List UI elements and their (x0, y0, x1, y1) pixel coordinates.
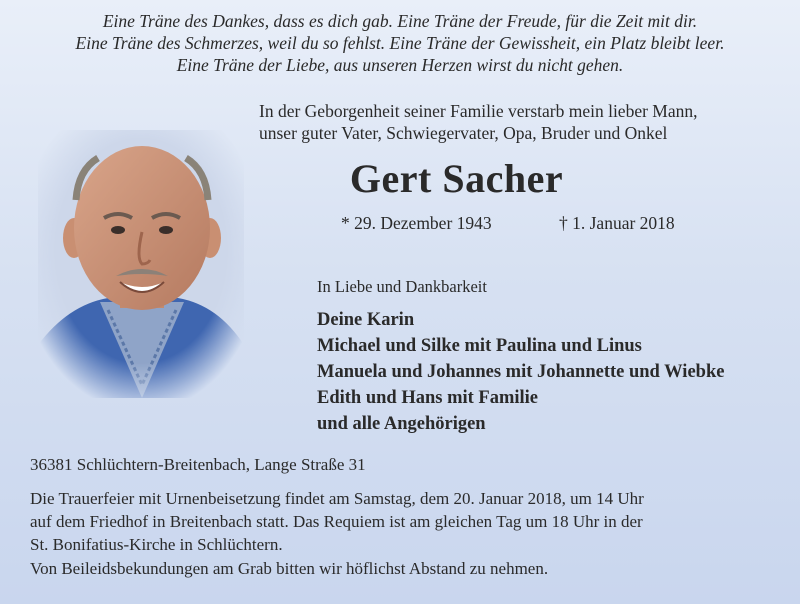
poem-line: Eine Träne des Schmerzes, weil du so fehlst. Eine Träne der Gewissheit, ein Platz bleibt leer. (75, 33, 725, 53)
death-date: † 1. Januar 2018 (559, 213, 675, 233)
poem (0, 10, 800, 76)
intro-line: unser guter Vater, Schwiegervater, Opa, Bruder und Onkel (259, 123, 668, 143)
intro-text (259, 100, 774, 144)
mourner: Manuela und Johannes mit Johannette und Wiebke (317, 362, 725, 382)
mourner: Michael und Silke mit Paulina und Linus (317, 336, 642, 356)
service-line: auf dem Friedhof in Breitenbach statt. Das Requiem ist am gleichen Tag um 18 Uhr in der (30, 512, 643, 531)
service-line: St. Bonifatius-Kirche in Schlüchtern. (30, 535, 283, 554)
gratitude-line: In Liebe und Dankbarkeit (317, 277, 487, 296)
poem-line: Eine Träne der Liebe, aus unseren Herzen wirst du nicht gehen. (176, 55, 624, 75)
family-address: 36381 Schlüchtern-Breitenbach, Lange Straße 31 (30, 455, 366, 474)
poem-line: Eine Träne des Dankes, dass es dich gab. Eine Träne der Freude, für die Zeit mit dir. (102, 11, 698, 31)
mourner: Edith und Hans mit Familie (317, 388, 539, 408)
intro-line: In der Geborgenheit seiner Familie verstarb mein lieber Mann, (259, 101, 698, 121)
funeral-service-info (30, 487, 774, 556)
service-line: Die Trauerfeier mit Urnenbeisetzung findet am Samstag, dem 20. Januar 2018, um 14 Uhr (30, 489, 644, 508)
mourner: Deine Karin (317, 310, 415, 330)
birth-date: * 29. Dezember 1943 (341, 213, 492, 233)
mourner: und alle Angehörigen (317, 414, 486, 434)
deceased-name: Gert Sacher (349, 156, 564, 201)
portrait-photo (38, 130, 244, 398)
mourners-list (317, 307, 724, 437)
condolence-note: Von Beileidsbekundungen am Grab bitten wir höflichst Abstand zu nehmen. (30, 559, 549, 578)
